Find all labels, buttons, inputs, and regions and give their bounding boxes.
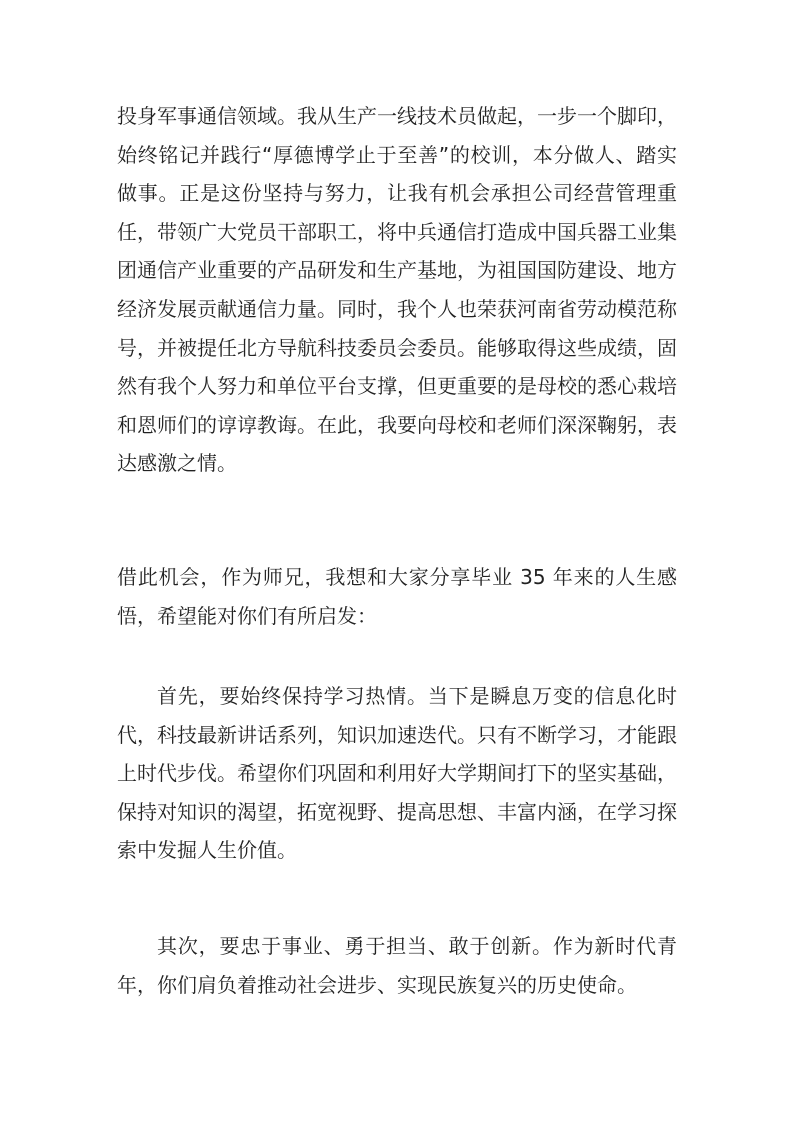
paragraph-first-point: 首先，要始终保持学习热情。当下是瞬息万变的信息化时代，科技最新讲话系列，知识加速迭代。只有不断学习，才能跟上时代步伐。希望你们巩固和利用好大学期间打下的坚实基础，保持对知识的渴望，拓宽视野、提高思想、丰富内涵，在学习探索中发掘人生价值。 [117, 684, 677, 863]
paragraph-second-point: 其次，要忠于事业、勇于担当、敢于创新。作为新时代青年，你们肩负着推动社会进步、实现民族复兴的历史使命。 [117, 934, 677, 997]
paragraph-gratitude: 投身军事通信领域。我从生产一线技术员做起，一步一个脚印，始终铭记并践行“厚德博学止于至善”的校训，本分做人、踏实做事。正是这份坚持与努力，让我有机会承担公司经营管理重任，带领广大党员干部职工，将中兵通信打造成中国兵器工业集团通信产业重要的产品研发和生产基地，为祖国国防建设、地方经济发展贡献通信力量。同时，我个人也荣获河南省劳动模范称号，并被提任北方导航科技委员会委员。能够取得这些成绩，固然有我个人努力和单位平台支撑，但更重要的是母校的悉心栽培和恩师们的谆谆教诲。在此，我要向母校和老师们深深鞠躬，表达感激之情。 [117, 104, 677, 476]
paragraph-sharing-intro: 借此机会，作为师兄，我想和大家分享毕业 35 年来的人生感悟，希望能对你们有所启发： [117, 565, 677, 628]
